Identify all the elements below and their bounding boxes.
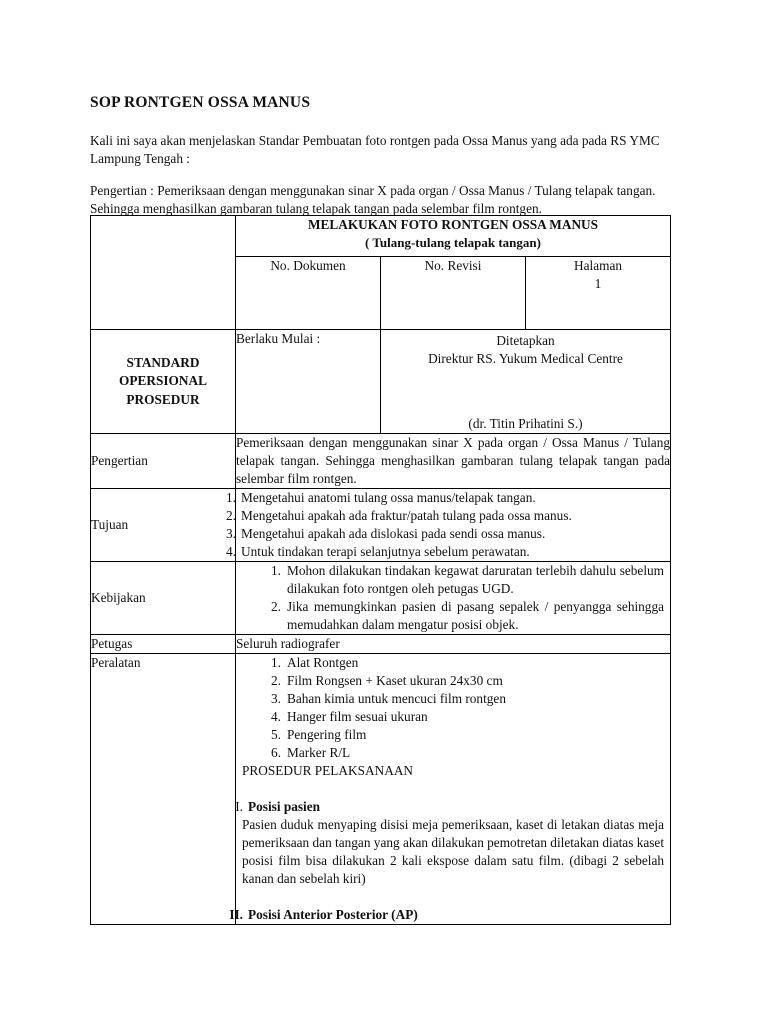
- berlaku-cell: [236, 330, 381, 434]
- berlaku-label: Berlaku Mulai :: [236, 331, 321, 346]
- list-item: 3. Mengetahui apakah ada dislokasi pada sendi ossa manus.: [226, 526, 546, 541]
- list-item: 4. Hanger film sesuai ukuran: [271, 709, 428, 724]
- intro-paragraph: Kali ini saya akan menjelaskan Standar Pembuatan foto rontgen pada Ossa Manus yang ada pada RS YMC Lampung Tengah :: [90, 133, 660, 166]
- section1-text: Pasien duduk menyaping disisi meja pemeriksaan, kaset di letakan diatas meja pemeriksaan dan tangan yang akan dilakukan pemotretan diletakan diatas kaset posisi film bisa dilakukan 2 kali ekspose dalam satu film. (dibagi 2 sebelah kanan dan sebelah kiri): [242, 817, 665, 886]
- no-dokumen-label: No. Dokumen: [270, 258, 346, 273]
- halaman-label: Halaman: [574, 258, 622, 273]
- sop-table: [90, 215, 671, 925]
- section-posisi-ap: [229, 906, 670, 924]
- halaman-value: 1: [594, 276, 602, 291]
- list-item: 4. Untuk tindakan terapi selanjutnya sebelum perawatan.: [226, 544, 530, 559]
- no-dokumen-cell: [236, 257, 381, 330]
- peralatan-list: [236, 654, 670, 762]
- tujuan-list: [226, 489, 670, 561]
- kebijakan-label: Kebijakan: [91, 562, 236, 635]
- document-title: SOP RONTGEN OSSA MANUS: [90, 94, 311, 111]
- peralatan-cell: [229, 654, 671, 925]
- section2-title: Posisi Anterior Posterior (AP): [248, 907, 418, 922]
- section1-number: I.: [235, 799, 243, 814]
- sop-label-line2: OPERSIONAL: [119, 373, 207, 389]
- pengertian-label: Pengertian: [91, 434, 236, 489]
- header-title-line1: MELAKUKAN FOTO RONTGEN OSSA MANUS: [307, 217, 599, 232]
- kebijakan-list: [236, 562, 670, 634]
- list-item: 5. Pengering film: [271, 727, 367, 742]
- halaman-cell: [526, 257, 671, 330]
- list-item: 3. Bahan kimia untuk mencuci film rontgen: [271, 691, 506, 706]
- direktur-label: Direktur RS. Yukum Medical Centre: [428, 351, 623, 366]
- tujuan-list-cell: [226, 489, 671, 562]
- pengertian-text: Pemeriksaan dengan menggunakan sinar X pada organ / Ossa Manus / Tulang telapak tangan. Sehingga menghasilkan gambaran tulang telapak tangan pada selembar film rontgen.: [236, 434, 671, 489]
- sop-label-line1: STANDARD: [126, 354, 200, 370]
- peralatan-label: Peralatan: [91, 654, 236, 925]
- definition-paragraph: Pengertian : Pemeriksaan dengan menggunakan sinar X pada organ / Ossa Manus / Tulang telapak tangan. Sehingga menghasilkan gambaran tulang telapak tangan pada selembar film rontgen.: [90, 183, 656, 216]
- list-item: 6. Marker R/L: [271, 745, 351, 760]
- list-item: 1. Mohon dilakukan tindakan kegawat daruratan terlebih dahulu sebelum dilakukan foto rontgen oleh petugas UGD.: [271, 563, 665, 596]
- no-revisi-label: No. Revisi: [424, 258, 482, 273]
- signatory-name: (dr. Titin Prihatini S.): [468, 416, 583, 431]
- section1-title: Posisi pasien: [248, 799, 321, 814]
- list-item: 2. Film Rongsen + Kaset ukuran 24x30 cm: [271, 673, 503, 688]
- petugas-label: Petugas: [91, 635, 236, 654]
- petugas-text: Seluruh radiografer: [236, 635, 671, 654]
- sop-label-line3: PROSEDUR: [126, 391, 200, 407]
- list-item: 1. Mengetahui anatomi tulang ossa manus/telapak tangan.: [226, 490, 536, 505]
- prosedur-heading: PROSEDUR PELAKSANAAN: [242, 763, 414, 778]
- list-item: 1. Alat Rontgen: [271, 655, 359, 670]
- section-posisi-pasien: [236, 798, 670, 888]
- section2-number: II.: [229, 907, 243, 922]
- kebijakan-list-cell: [236, 562, 671, 635]
- ditetapkan-label: Ditetapkan: [496, 333, 555, 348]
- header-title-line2: ( Tulang-tulang telapak tangan): [365, 235, 541, 250]
- sop-header-title: [236, 216, 671, 257]
- sop-label-cell: [91, 330, 236, 434]
- logo-area: [91, 216, 236, 330]
- no-revisi-cell: [381, 257, 526, 330]
- list-item: 2. Mengetahui apakah ada fraktur/patah tulang pada ossa manus.: [226, 508, 572, 523]
- tujuan-label: Tujuan: [91, 489, 236, 562]
- list-item: 2. Jika memungkinkan pasien di pasang sepalek / penyangga sehingga memudahkan dalam mengatur posisi objek.: [271, 599, 665, 632]
- ditetapkan-cell: [381, 330, 671, 434]
